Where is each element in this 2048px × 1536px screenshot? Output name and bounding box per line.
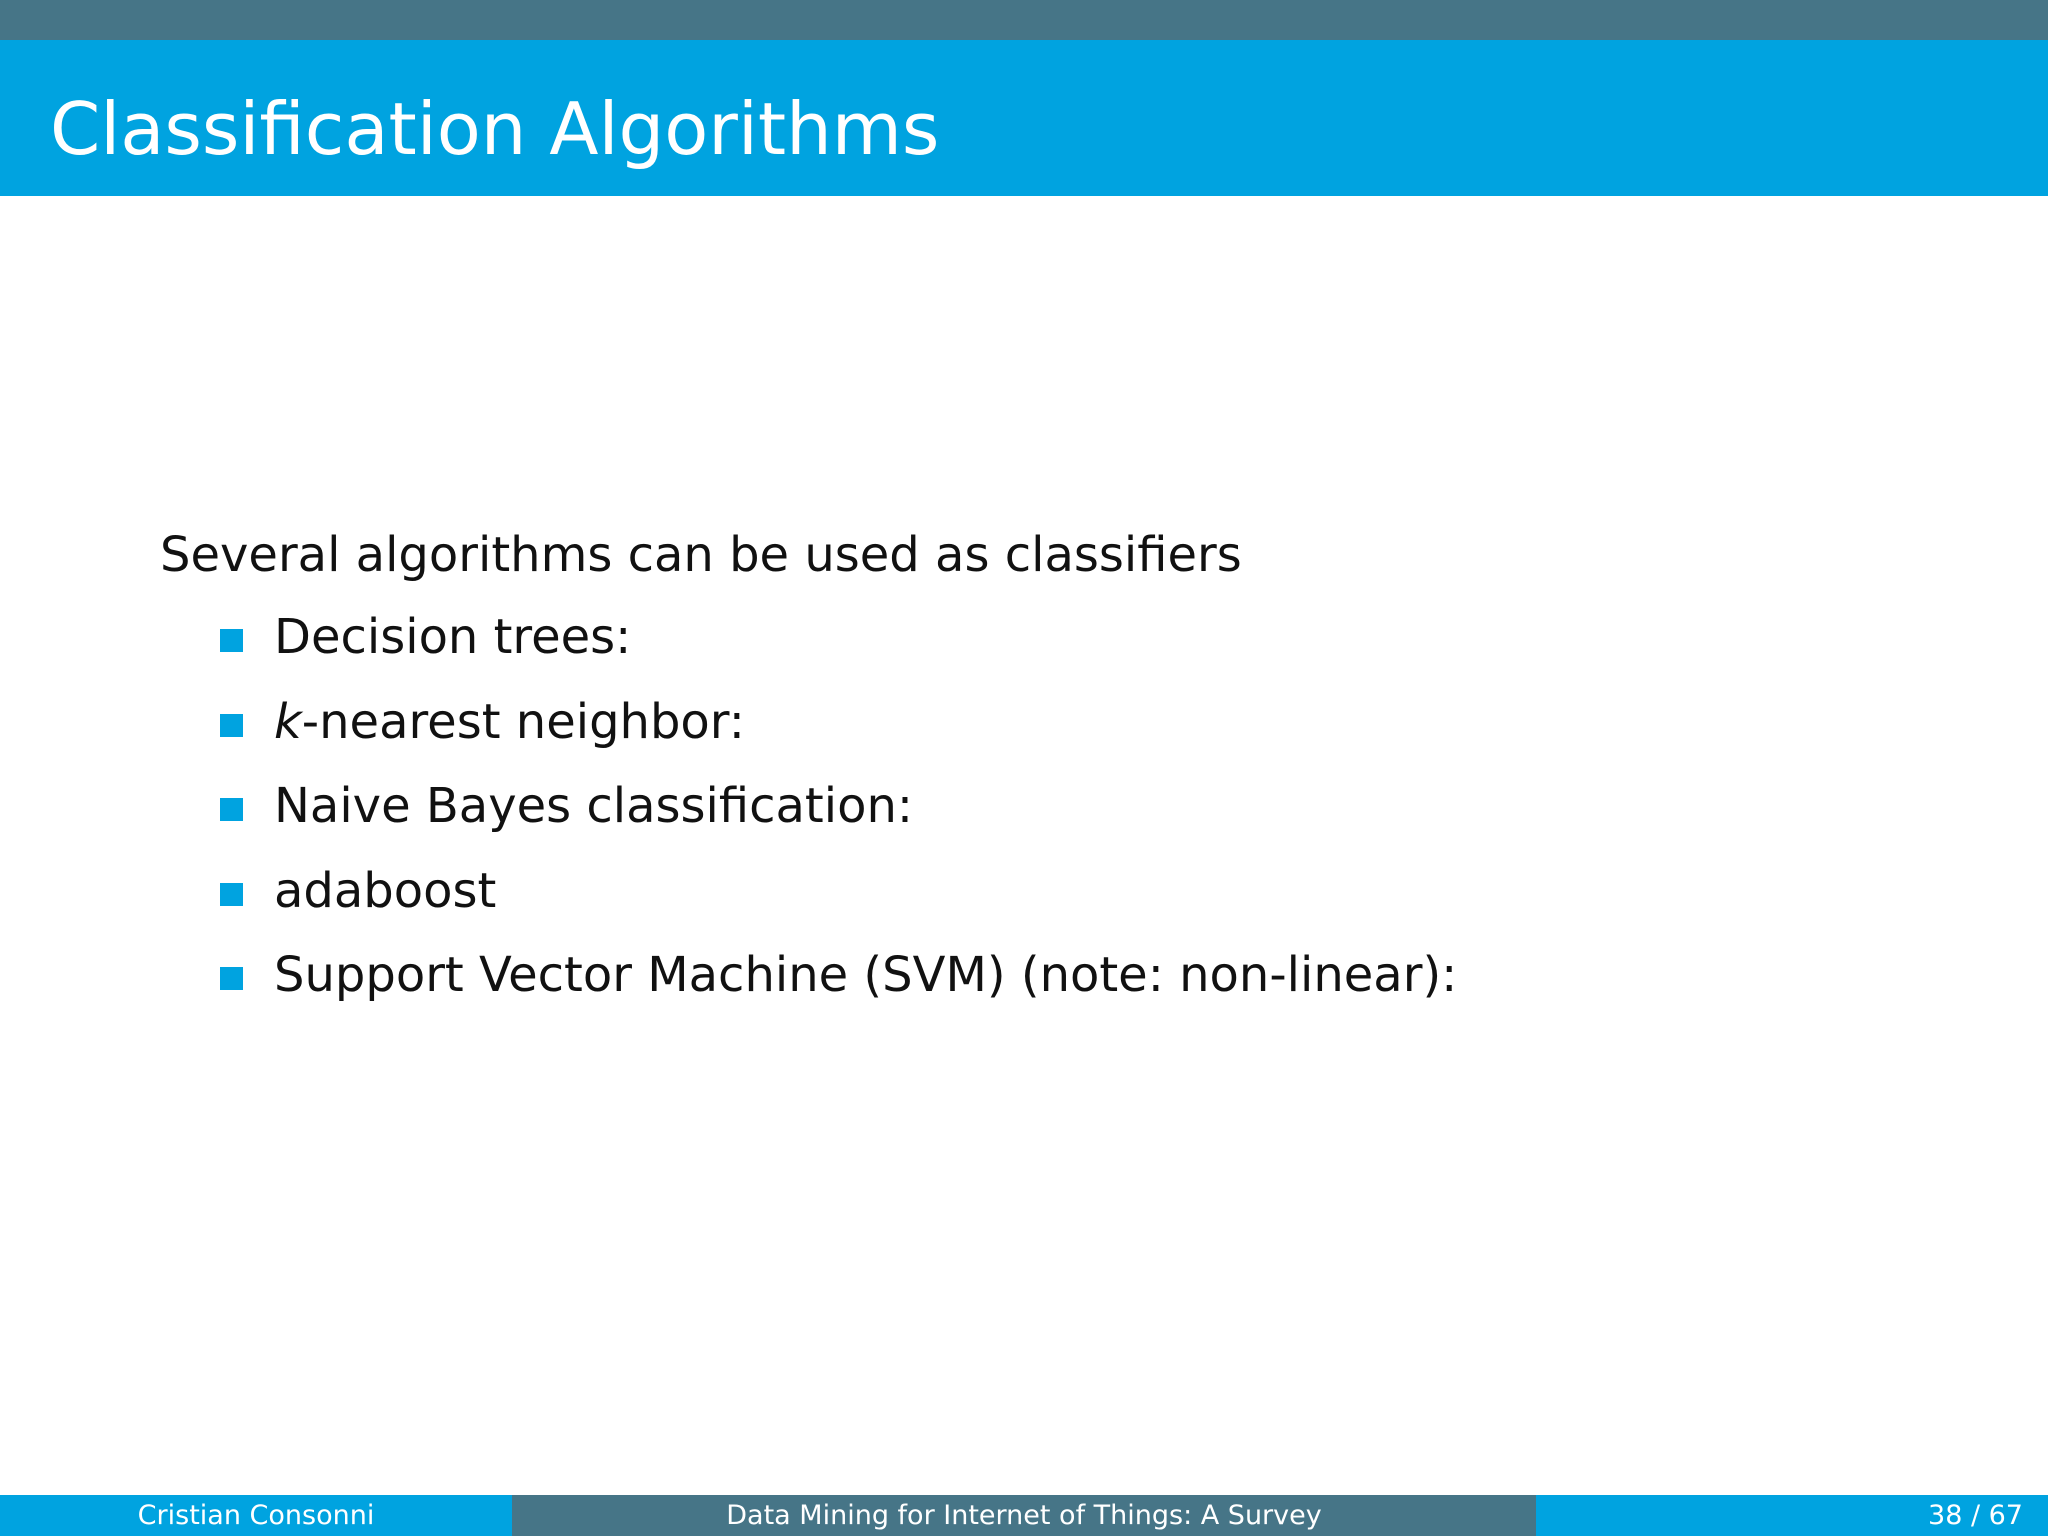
slide-content: [160, 525, 1457, 1030]
bullet-label: adaboost: [274, 862, 497, 919]
bullet-naive-bayes: [160, 776, 1457, 836]
footer-author: Cristian Consonni: [0, 1495, 512, 1536]
square-bullet-icon: [220, 629, 243, 652]
footer-page-section: [1536, 1495, 2048, 1536]
square-bullet-icon: [220, 714, 243, 737]
intro-text: Several algorithms can be used as classifiers: [160, 527, 1242, 583]
bullet-decision-trees: [160, 607, 1457, 667]
bullet-adaboost: [160, 861, 1457, 921]
square-bullet-icon: [220, 883, 243, 906]
bullet-label: Naive Bayes classification:: [274, 778, 914, 834]
slide-title: Classification Algorithms: [50, 87, 940, 171]
page-number: 38 / 67: [1928, 1500, 2023, 1531]
top-strip: [0, 0, 2048, 40]
bullet-list: [160, 607, 1457, 1005]
bullet-label: -nearest neighbor:: [301, 693, 745, 750]
bullet-prefix-k: k: [274, 693, 302, 750]
bullet-label: Decision trees:: [274, 609, 632, 665]
bullet-label: Support Vector Machine (SVM) (note: non-linear):: [274, 947, 1458, 1003]
footer: [0, 1495, 2048, 1536]
footer-talk-title: Data Mining for Internet of Things: A Survey: [512, 1495, 1536, 1536]
square-bullet-icon: [220, 967, 243, 990]
square-bullet-icon: [220, 798, 243, 821]
bullet-knn: [160, 692, 1457, 752]
bullet-svm: [160, 945, 1457, 1005]
